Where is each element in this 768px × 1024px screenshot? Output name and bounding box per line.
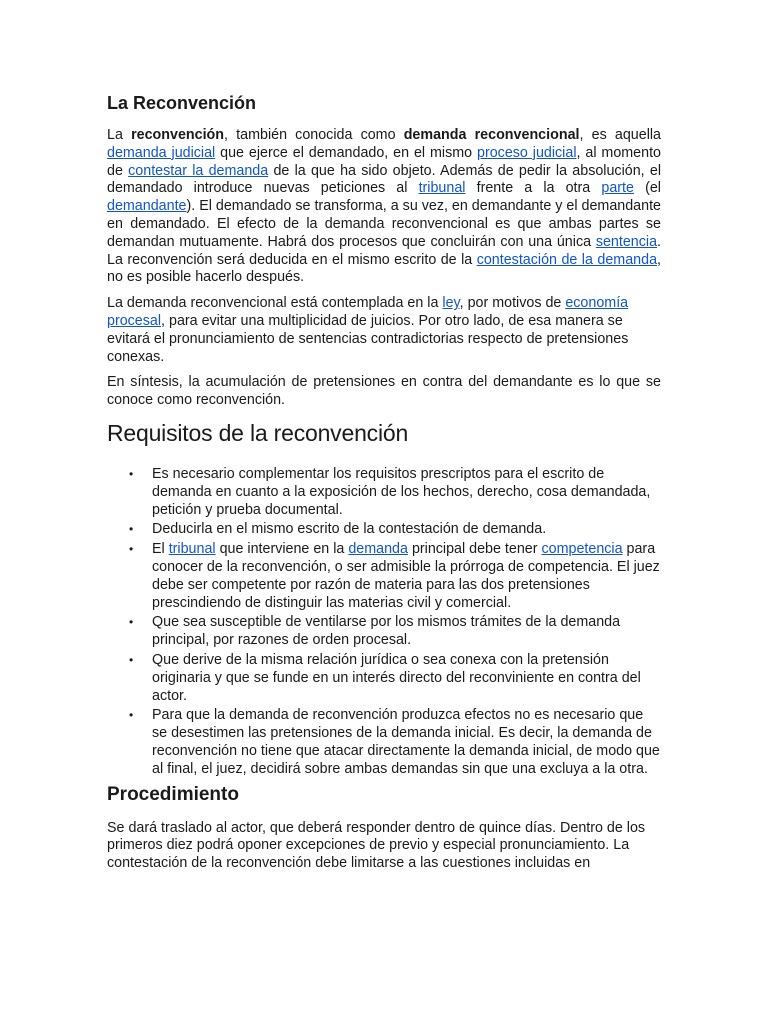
- text-span: , al momento de: [107, 144, 662, 179]
- text-span: , no es posible hacerlo después.: [107, 251, 661, 286]
- link-sentencia[interactable]: sentencia: [595, 233, 658, 250]
- list-item-text: Para que la demanda de reconvención produzca efectos no es necesario que se desestimen las pretensiones de la demanda inicial. Es decir, la demanda de reconvención no tiene que atacar directamente la demanda inicial, de modo que al final, el juez, decidirá sobre ambas demandas sin que una excluya a la otra.: [152, 707, 660, 777]
- list-item: [129, 651, 661, 705]
- link-contestar-la-demanda[interactable]: contestar la demanda: [128, 162, 269, 179]
- link-parte[interactable]: parte: [601, 180, 634, 197]
- text-span: , es aquella: [579, 127, 661, 143]
- link-contestacion-de-la-demanda[interactable]: contestación de la demanda: [476, 251, 658, 268]
- paragraph-sintesis: En síntesis, la acumulación de pretensiones en contra del demandante es lo que se conoce como reconvención.: [107, 374, 661, 409]
- text-span: , también conocida como: [224, 127, 404, 143]
- list-item: [129, 614, 661, 650]
- document-content: [107, 92, 661, 881]
- link-demanda[interactable]: demanda: [348, 541, 408, 558]
- link-tribunal[interactable]: tribunal: [168, 541, 216, 558]
- list-item-text: Que sea susceptible de ventilarse por los mismos trámites de la demanda principal, por razones de orden procesal.: [152, 614, 621, 649]
- section-heading-procedimiento: Procedimiento: [107, 783, 239, 805]
- list-item-text: Es necesario complementar los requisitos prescriptos para el escrito de demanda en cuanto a la exposición de los hechos, derecho, cosa demandada, petición y prueba documental.: [152, 465, 651, 518]
- link-economia-procesal[interactable]: economía procesal: [107, 295, 629, 329]
- text-span: ). El demandado se transforma, a su vez, en demandante y el demandante en demandado. El efecto de la demanda reconvencional es que ambas partes se demandan mutuamente. Habrá dos procesos que concluirán con una única: [107, 198, 661, 250]
- section-heading-requisitos: Requisitos de la reconvención: [107, 419, 409, 446]
- link-tribunal[interactable]: tribunal: [418, 180, 466, 197]
- text-span: , por motivos de: [459, 295, 566, 312]
- text-span: para conocer de la reconvención, o ser admisible la prórroga de competencia. El juez debe ser competente por razón de materia para las dos pretensiones prescindiendo de distinguir las materias civil y comercial.: [152, 541, 660, 611]
- bullet-icon: •: [129, 466, 134, 481]
- list-item: [129, 707, 661, 778]
- list-item: [129, 521, 661, 539]
- page-title: La Reconvención: [107, 93, 257, 113]
- link-proceso-judicial[interactable]: proceso judicial: [477, 144, 577, 161]
- list-item-text: Que derive de la misma relación jurídica o sea conexa con la pretensión originaria y que se funde en un interés directo del reconviniente en contra del actor.: [152, 651, 641, 704]
- text-span: , para evitar una multiplicidad de juicios. Por otro lado, de esa manera se evitará el pronunciamiento de sentencias contradictorias respecto de pretensiones conexas.: [107, 312, 629, 365]
- text-span: de la que ha sido objeto. Además de pedir la absolución, el demandado introduce nuevas peticiones al: [107, 162, 662, 197]
- text-span: que ejerce el demandado, en el mismo: [215, 144, 478, 161]
- text-span: que interviene en la: [215, 541, 349, 558]
- link-ley[interactable]: ley: [442, 295, 460, 312]
- text-span: La: [107, 127, 132, 143]
- text-span: (el: [633, 180, 661, 197]
- list-item-text: Deducirla en el mismo escrito de la contestación de demanda.: [152, 521, 547, 538]
- link-demandante[interactable]: demandante: [107, 198, 187, 215]
- bold-term-demanda-reconvencional: demanda reconvencional: [403, 127, 580, 143]
- list-item: [129, 541, 661, 612]
- bullet-icon: •: [129, 522, 134, 537]
- text-span: principal debe tener: [407, 541, 542, 558]
- paragraph-procedimiento: Se dará traslado al actor, que deberá responder dentro de quince días. Dentro de los primeros diez podrá oponer excepciones de previo y especial pronunciamiento. La contestación de la reconvención debe limitarse a las cuestiones incluidas en: [107, 819, 646, 872]
- bullet-icon: •: [129, 542, 134, 557]
- bold-term-reconvencion: reconvención: [131, 127, 225, 143]
- intro-paragraph: [107, 127, 661, 287]
- bullet-icon: •: [129, 652, 134, 667]
- list-item: [129, 465, 661, 519]
- text-span: La demanda reconvencional está contemplada en la: [107, 295, 443, 312]
- link-demanda-judicial[interactable]: demanda judicial: [107, 144, 216, 161]
- bullet-icon: •: [129, 708, 134, 723]
- paragraph-ley: [107, 295, 661, 366]
- link-competencia[interactable]: competencia: [541, 541, 623, 558]
- requisitos-list: [107, 466, 661, 779]
- text-span: frente a la otra: [465, 180, 602, 197]
- text-span: El: [152, 541, 169, 558]
- bullet-icon: •: [129, 615, 134, 630]
- text-span: . La reconvención será deducida en el mismo escrito de la: [107, 233, 661, 268]
